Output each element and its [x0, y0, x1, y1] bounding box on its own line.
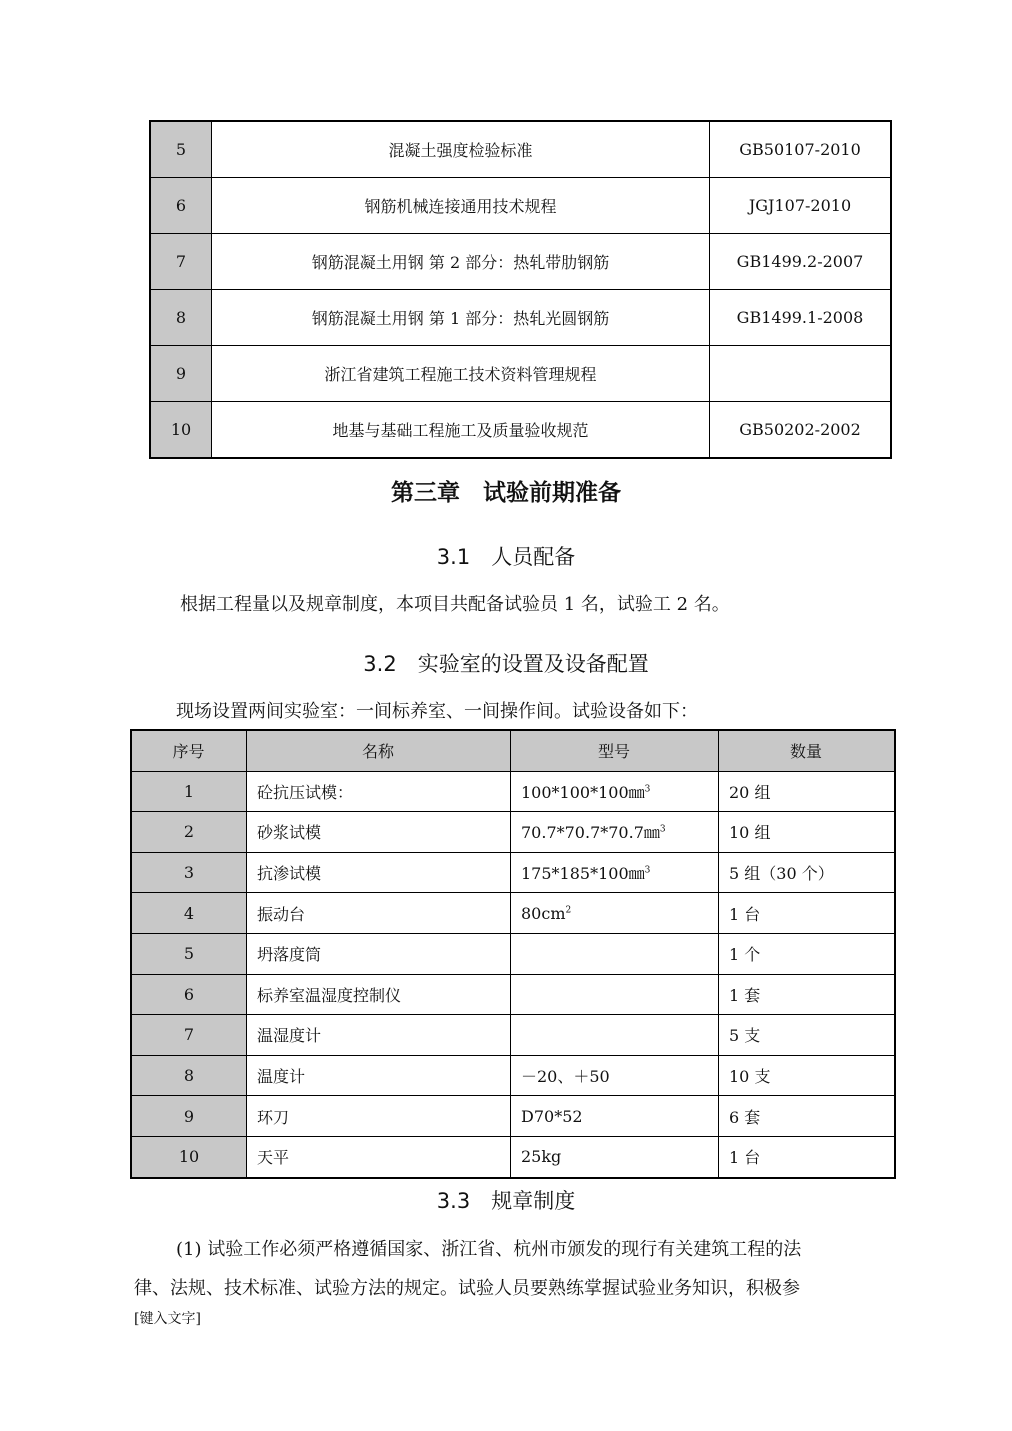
model-superscript: 3 [644, 784, 651, 795]
table-row [131, 1055, 895, 1096]
row-number: 4 [131, 893, 247, 934]
equipment-quantity: 5 组（30 个） [719, 852, 896, 893]
equipment-model [511, 974, 719, 1015]
section-3-1-title: 3.1 人员配备 [436, 545, 576, 569]
model-superscript: 3 [644, 865, 651, 876]
equipment-quantity: 1 个 [719, 933, 896, 974]
standards-table [149, 120, 892, 459]
model-value: 100*100*100㎜ [521, 782, 645, 802]
row-number: 7 [150, 234, 212, 290]
table-row [150, 346, 891, 402]
equipment-name: 砂浆试模 [247, 812, 511, 853]
table-row [131, 852, 895, 893]
table-row [131, 812, 895, 853]
equipment-model [511, 771, 719, 812]
equipment-model [511, 1055, 719, 1096]
equipment-name: 温湿度计 [247, 1015, 511, 1056]
header-cell: 数量 [719, 730, 896, 771]
standard-code [710, 346, 892, 402]
equipment-quantity: 6 套 [719, 1096, 896, 1137]
row-number: 9 [150, 346, 212, 402]
equipment-name: 抗渗试模 [247, 852, 511, 893]
standard-name: 钢筋混凝土用钢 第 2 部分：热轧带肋钢筋 [212, 234, 710, 290]
model-superscript: 2 [565, 905, 572, 916]
header-cell: 型号 [511, 730, 719, 771]
table-row [131, 1015, 895, 1056]
equipment-model [511, 812, 719, 853]
equipment-model [511, 1096, 719, 1137]
equipment-quantity: 1 套 [719, 974, 896, 1015]
row-number: 2 [131, 812, 247, 853]
row-number: 6 [131, 974, 247, 1015]
standard-code: GB1499.1-2008 [710, 290, 892, 346]
equipment-table [130, 729, 896, 1179]
equipment-model [511, 893, 719, 934]
section-3-3-title: 3.3 规章制度 [436, 1189, 576, 1213]
equipment-table-header [131, 730, 895, 771]
equipment-name: 标养室温湿度控制仪 [247, 974, 511, 1015]
header-cell: 名称 [247, 730, 511, 771]
standard-name: 混凝土强度检验标准 [212, 121, 710, 178]
equipment-name: 天平 [247, 1136, 511, 1177]
table-row [131, 1136, 895, 1177]
standard-name: 钢筋混凝土用钢 第 1 部分：热轧光圆钢筋 [212, 290, 710, 346]
standard-code: GB1499.2-2007 [710, 234, 892, 290]
standard-code: GB50202-2002 [710, 402, 892, 459]
model-value: D70*52 [521, 1106, 583, 1126]
row-number: 3 [131, 852, 247, 893]
row-number: 5 [131, 933, 247, 974]
table-row [131, 893, 895, 934]
equipment-model [511, 933, 719, 974]
row-number: 7 [131, 1015, 247, 1056]
row-number: 10 [131, 1136, 247, 1177]
table-row [131, 974, 895, 1015]
header-cell: 序号 [131, 730, 247, 771]
table-row [131, 1096, 895, 1137]
row-number: 8 [131, 1055, 247, 1096]
standard-code: GB50107-2010 [710, 121, 892, 178]
table-row [131, 933, 895, 974]
model-value: 80cm [521, 903, 566, 923]
section-3-3-line-1: (1) 试验工作必须严格遵循国家、浙江省、杭州市颁发的现行有关建筑工程的法 [176, 1239, 802, 1260]
table-row [150, 402, 891, 459]
table-row [150, 234, 891, 290]
section-3-2-text: 现场设置两间实验室：一间标养室、一间操作间。试验设备如下： [176, 701, 698, 722]
standard-name: 钢筋机械连接通用技术规程 [212, 178, 710, 234]
table-row [131, 771, 895, 812]
equipment-model [511, 1015, 719, 1056]
model-value: 25kg [521, 1147, 562, 1167]
equipment-name: 振动台 [247, 893, 511, 934]
equipment-quantity: 5 支 [719, 1015, 896, 1056]
row-number: 10 [150, 402, 212, 459]
equipment-model [511, 852, 719, 893]
equipment-quantity: 1 台 [719, 893, 896, 934]
table-row [150, 178, 891, 234]
table-row [150, 290, 891, 346]
equipment-name: 环刀 [247, 1096, 511, 1137]
equipment-quantity: 10 组 [719, 812, 896, 853]
standard-name: 浙江省建筑工程施工技术资料管理规程 [212, 346, 710, 402]
model-superscript: 3 [659, 825, 666, 836]
standard-name: 地基与基础工程施工及质量验收规范 [212, 402, 710, 459]
chapter-title: 第三章 试验前期准备 [391, 480, 621, 506]
model-value: 175*185*100㎜ [521, 864, 645, 884]
equipment-model [511, 1136, 719, 1177]
model-value: 70.7*70.7*70.7㎜ [521, 823, 660, 843]
section-3-2-title: 3.2 实验室的设置及设备配置 [363, 652, 649, 676]
row-number: 9 [131, 1096, 247, 1137]
equipment-name: 温度计 [247, 1055, 511, 1096]
table-row [150, 121, 891, 178]
row-number: 1 [131, 771, 247, 812]
equipment-quantity: 10 支 [719, 1055, 896, 1096]
equipment-quantity: 20 组 [719, 771, 896, 812]
equipment-name: 砼抗压试模： [247, 771, 511, 812]
footer-placeholder: [键入文字] [134, 1311, 201, 1327]
row-number: 6 [150, 178, 212, 234]
section-3-3-line-2: 律、法规、技术标准、试验方法的规定。试验人员要熟练掌握试验业务知识，积极参 [134, 1278, 800, 1299]
equipment-quantity: 1 台 [719, 1136, 896, 1177]
standard-code: JGJ107-2010 [710, 178, 892, 234]
section-3-1-text: 根据工程量以及规章制度，本项目共配备试验员 1 名，试验工 2 名。 [180, 594, 730, 615]
model-value: －20、＋50 [521, 1067, 610, 1087]
row-number: 8 [150, 290, 212, 346]
equipment-name: 坍落度筒 [247, 933, 511, 974]
row-number: 5 [150, 121, 212, 178]
